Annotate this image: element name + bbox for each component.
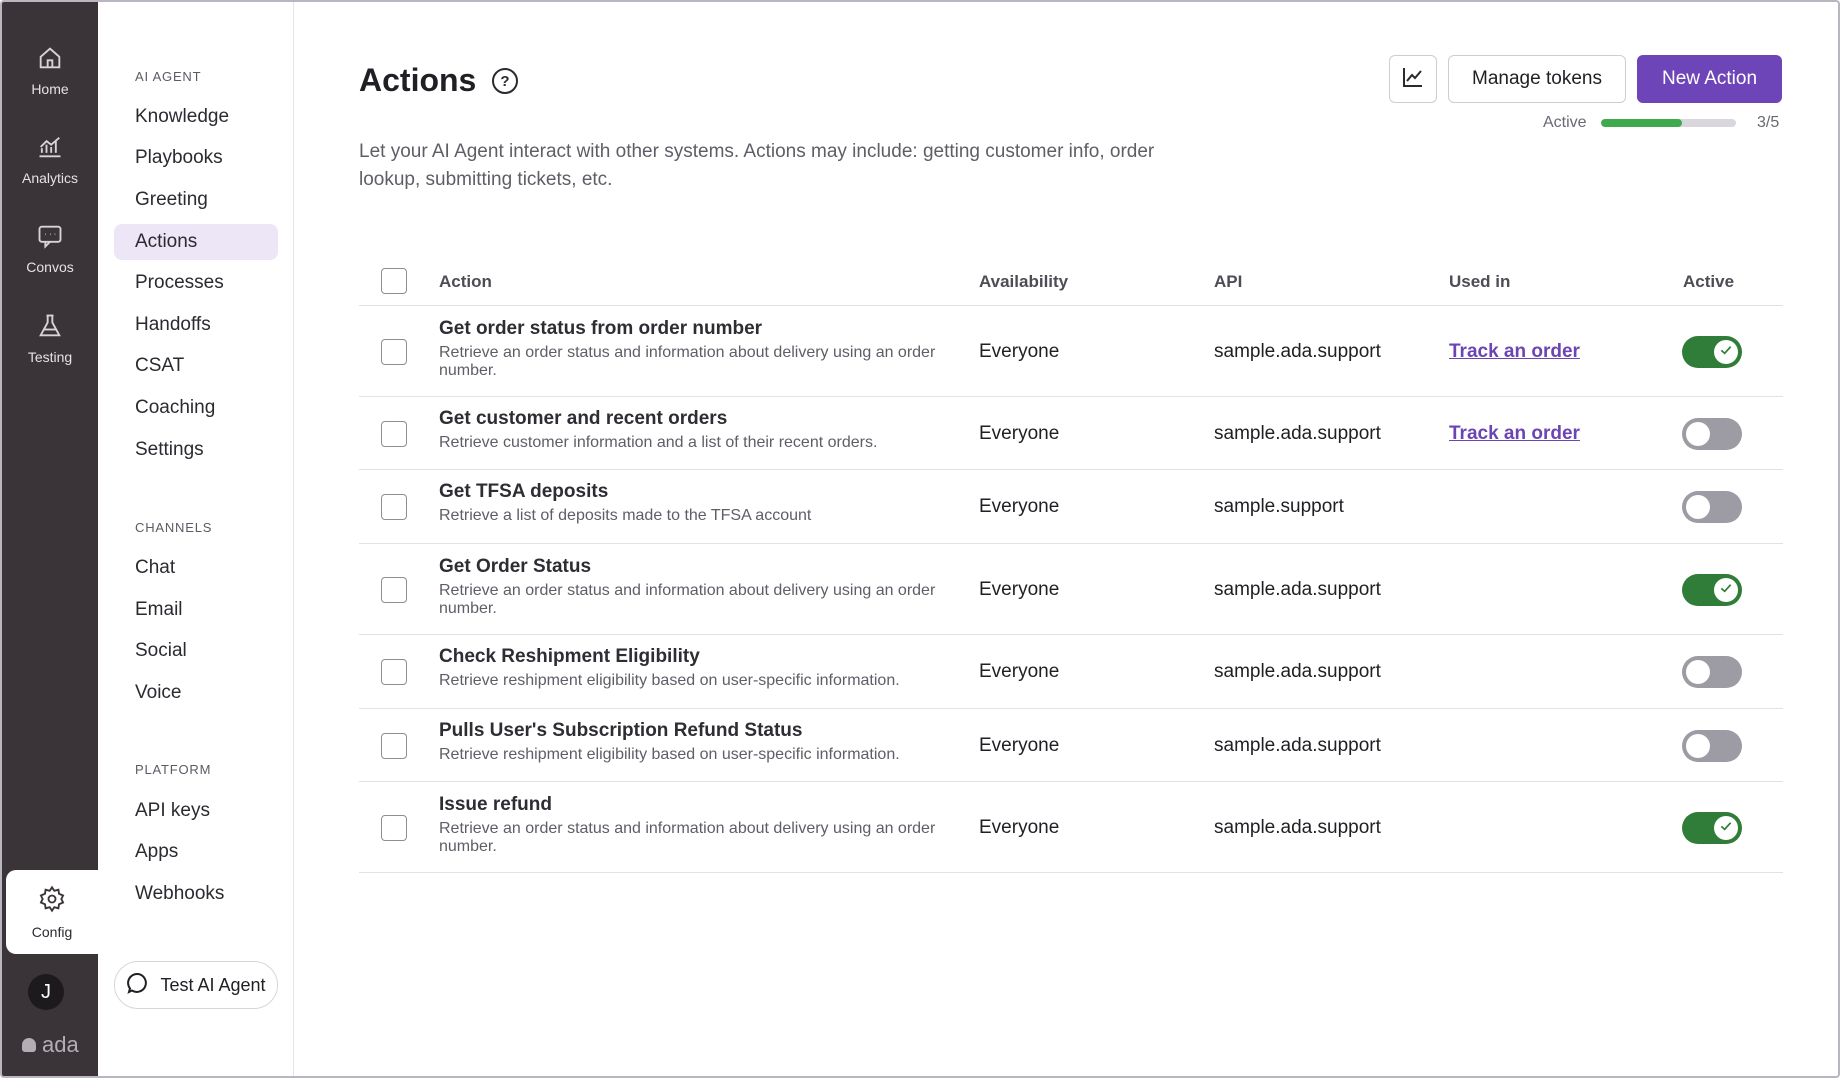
page-description: Let your AI Agent interact with other systems. Actions may include: getting customer info, order lookup, submitting tickets, etc. bbox=[359, 141, 1155, 190]
sidebar-item-social[interactable]: Social bbox=[135, 640, 187, 661]
active-progress-bar bbox=[1601, 119, 1736, 127]
action-description: Retrieve reshipment eligibility based on user-specific information. bbox=[439, 672, 900, 689]
toggle-knob bbox=[1714, 578, 1738, 602]
availability-cell: Everyone bbox=[979, 735, 1060, 756]
flask-icon bbox=[35, 311, 65, 341]
active-toggle[interactable] bbox=[1682, 730, 1742, 762]
active-toggle[interactable] bbox=[1682, 418, 1742, 450]
action-title[interactable]: Issue refund bbox=[439, 794, 552, 815]
actions-table bbox=[359, 257, 1783, 873]
availability-cell: Everyone bbox=[979, 496, 1060, 517]
column-header-used-in[interactable]: Used in bbox=[1449, 272, 1511, 291]
rail-item-home[interactable] bbox=[2, 28, 98, 112]
api-cell: sample.ada.support bbox=[1214, 423, 1381, 444]
help-icon[interactable]: ? bbox=[492, 68, 518, 94]
rail-item-convos[interactable] bbox=[2, 206, 98, 290]
api-cell: sample.ada.support bbox=[1214, 817, 1381, 838]
active-toggle[interactable] bbox=[1682, 656, 1742, 688]
active-progress-fill bbox=[1601, 119, 1682, 127]
sidebar-item-settings[interactable]: Settings bbox=[135, 439, 204, 460]
action-description: Retrieve an order status and information about delivery using an order number. bbox=[439, 344, 936, 379]
test-ai-agent-button[interactable] bbox=[114, 961, 278, 1009]
toggle-knob bbox=[1714, 340, 1738, 364]
toggle-knob bbox=[1686, 660, 1710, 684]
speech-bubble-icon bbox=[126, 971, 150, 1000]
action-title[interactable]: Get order status from order number bbox=[439, 318, 763, 339]
api-cell: sample.support bbox=[1214, 496, 1344, 517]
action-description: Retrieve a list of deposits made to the TFSA account bbox=[439, 507, 812, 524]
rail-item-label: Config bbox=[31, 923, 73, 940]
action-cell bbox=[439, 318, 959, 380]
toggle-knob bbox=[1714, 816, 1738, 840]
active-count: 3/5 bbox=[1757, 114, 1780, 131]
action-cell bbox=[439, 720, 959, 764]
availability-cell: Everyone bbox=[979, 341, 1060, 362]
availability-cell: Everyone bbox=[979, 579, 1060, 600]
toggle-knob bbox=[1686, 422, 1710, 446]
sidebar-item-actions[interactable]: Actions bbox=[114, 224, 278, 260]
active-label: Active bbox=[1543, 114, 1587, 131]
api-cell: sample.ada.support bbox=[1214, 579, 1381, 600]
sidebar-item-csat[interactable]: CSAT bbox=[135, 355, 185, 376]
api-cell: sample.ada.support bbox=[1214, 661, 1381, 682]
column-header-availability[interactable]: Availability bbox=[979, 272, 1069, 291]
sidebar-section-title: AI AGENT bbox=[135, 69, 202, 84]
table-body bbox=[359, 306, 1783, 873]
table-header bbox=[359, 257, 1783, 306]
analytics-button[interactable] bbox=[1389, 55, 1437, 103]
sidebar-item-coaching[interactable]: Coaching bbox=[135, 397, 216, 418]
sidebar-item-handoffs[interactable]: Handoffs bbox=[135, 314, 211, 335]
table-row[interactable] bbox=[359, 709, 1783, 782]
main-rail bbox=[2, 2, 98, 1078]
api-cell: sample.ada.support bbox=[1214, 341, 1381, 362]
action-cell bbox=[439, 481, 959, 525]
gear-icon bbox=[38, 885, 66, 924]
action-title[interactable]: Check Reshipment Eligibility bbox=[439, 646, 700, 667]
ada-logo-icon bbox=[22, 1038, 36, 1052]
rail-item-label: Analytics bbox=[21, 170, 79, 186]
sidebar-item-api-keys[interactable]: API keys bbox=[135, 800, 210, 821]
table-row[interactable] bbox=[359, 782, 1783, 873]
rail-item-config[interactable] bbox=[6, 870, 98, 954]
action-cell bbox=[439, 794, 959, 856]
ada-logo-text: ada bbox=[42, 1032, 79, 1057]
row-checkbox[interactable] bbox=[381, 815, 407, 841]
user-avatar[interactable]: J bbox=[28, 974, 64, 1010]
rail-item-testing[interactable] bbox=[2, 296, 98, 380]
used-in-link[interactable]: Track an order bbox=[1449, 423, 1580, 444]
action-cell bbox=[439, 556, 959, 618]
action-description: Retrieve reshipment eligibility based on user-specific information. bbox=[439, 746, 900, 763]
sidebar-item-playbooks[interactable]: Playbooks bbox=[135, 147, 223, 168]
action-description: Retrieve customer information and a list of their recent orders. bbox=[439, 434, 878, 451]
toggle-knob bbox=[1686, 734, 1710, 758]
column-header-api[interactable]: API bbox=[1214, 272, 1243, 291]
sidebar-item-webhooks[interactable]: Webhooks bbox=[135, 883, 225, 904]
toggle-knob bbox=[1686, 495, 1710, 519]
active-toggle[interactable] bbox=[1682, 574, 1742, 606]
availability-cell: Everyone bbox=[979, 423, 1060, 444]
sidebar-item-email[interactable]: Email bbox=[135, 599, 183, 620]
api-cell: sample.ada.support bbox=[1214, 735, 1381, 756]
config-sidebar bbox=[98, 2, 294, 1078]
manage-tokens-button[interactable]: Manage tokens bbox=[1448, 55, 1626, 103]
check-icon bbox=[1718, 580, 1734, 601]
availability-cell: Everyone bbox=[979, 817, 1060, 838]
sidebar-section-title: CHANNELS bbox=[135, 520, 213, 535]
home-icon bbox=[35, 43, 65, 73]
action-title[interactable]: Pulls User's Subscription Refund Status bbox=[439, 720, 803, 741]
column-header-active[interactable]: Active bbox=[1683, 272, 1735, 291]
action-cell bbox=[439, 408, 959, 452]
row-checkbox[interactable] bbox=[381, 494, 407, 520]
row-checkbox[interactable] bbox=[381, 659, 407, 685]
new-action-button[interactable]: New Action bbox=[1637, 55, 1782, 103]
active-toggle[interactable] bbox=[1682, 336, 1742, 368]
action-title[interactable]: Get customer and recent orders bbox=[439, 408, 728, 429]
rail-item-label: Home bbox=[31, 81, 69, 97]
sidebar-item-processes[interactable]: Processes bbox=[135, 272, 224, 293]
action-title[interactable]: Get TFSA deposits bbox=[439, 481, 609, 502]
sidebar-item-knowledge[interactable]: Knowledge bbox=[135, 106, 230, 127]
row-checkbox[interactable] bbox=[381, 339, 407, 365]
check-icon bbox=[1718, 818, 1734, 839]
chat-icon bbox=[35, 221, 65, 251]
action-title[interactable]: Get Order Status bbox=[439, 556, 592, 577]
row-checkbox[interactable] bbox=[381, 577, 407, 603]
sidebar-section-title: PLATFORM bbox=[135, 762, 212, 777]
page-title: Actions bbox=[359, 62, 477, 98]
active-toggle[interactable] bbox=[1682, 491, 1742, 523]
sidebar-item-apps[interactable]: Apps bbox=[135, 841, 179, 862]
sidebar-item-chat[interactable]: Chat bbox=[135, 557, 176, 578]
used-in-link[interactable]: Track an order bbox=[1449, 341, 1580, 362]
active-toggle[interactable] bbox=[1682, 812, 1742, 844]
check-icon bbox=[1718, 342, 1734, 363]
row-checkbox[interactable] bbox=[381, 421, 407, 447]
rail-item-analytics[interactable] bbox=[2, 117, 98, 201]
availability-cell: Everyone bbox=[979, 661, 1060, 682]
sidebar-item-voice[interactable]: Voice bbox=[135, 682, 182, 703]
table-row[interactable] bbox=[359, 306, 1783, 397]
column-header-action[interactable]: Action bbox=[439, 272, 492, 291]
test-ai-agent-label: Test AI Agent bbox=[160, 974, 266, 995]
rail-item-label: Convos bbox=[26, 259, 74, 275]
line-chart-icon bbox=[1401, 65, 1425, 94]
sidebar-item-greeting[interactable]: Greeting bbox=[135, 189, 208, 210]
analytics-icon bbox=[35, 132, 65, 162]
table-row[interactable] bbox=[359, 470, 1783, 544]
table-row[interactable] bbox=[359, 544, 1783, 635]
row-checkbox[interactable] bbox=[381, 733, 407, 759]
select-all-checkbox[interactable] bbox=[381, 268, 407, 294]
action-description: Retrieve an order status and information about delivery using an order number. bbox=[439, 820, 936, 855]
ada-logo bbox=[22, 1032, 79, 1058]
rail-item-label: Testing bbox=[27, 349, 73, 365]
table-row[interactable] bbox=[359, 397, 1783, 470]
action-description: Retrieve an order status and information about delivery using an order number. bbox=[439, 582, 936, 617]
table-row[interactable] bbox=[359, 635, 1783, 709]
action-cell bbox=[439, 646, 959, 690]
